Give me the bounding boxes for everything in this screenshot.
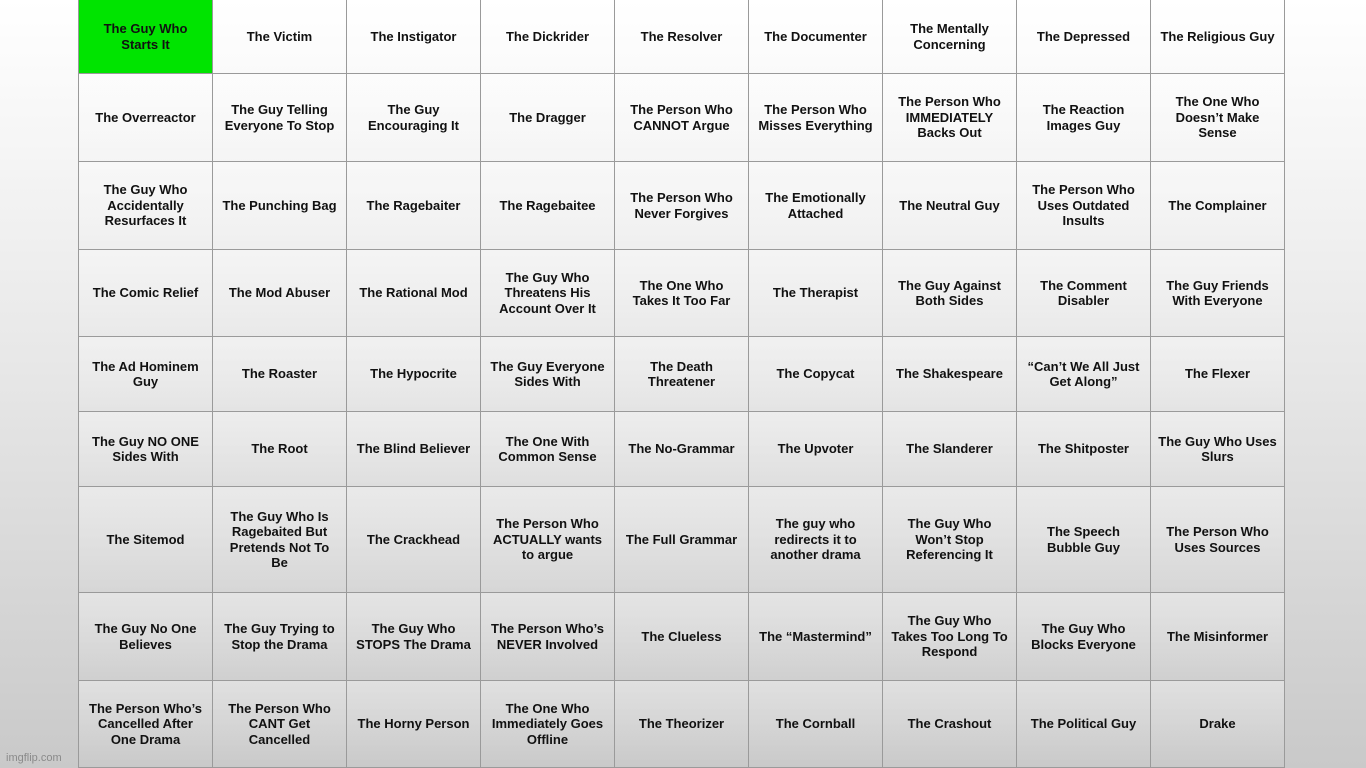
grid-cell-label: The Neutral Guy: [899, 197, 1000, 213]
grid-cell-r1-c3: [347, 0, 481, 74]
grid-cell-r2-c1: [79, 74, 213, 162]
grid-cell-r5-c7: [883, 337, 1017, 412]
grid-cell-r1-c7: [883, 0, 1017, 74]
grid-cell-label: The Hypocrite: [370, 366, 457, 382]
grid-cell-r6-c8: [1017, 412, 1151, 487]
grid-cell-r3-c3: [347, 162, 481, 250]
grid-cell-label: The Person Who ACTUALLY wants to argue: [492, 516, 603, 563]
grid-cell-label: The Political Guy: [1030, 716, 1137, 732]
grid-cell-label: The Guy Against Both Sides: [898, 277, 1001, 308]
grid-cell-label: The Sitemod: [106, 531, 185, 547]
grid-cell-r5-c2: [213, 337, 347, 412]
grid-cell-r7-c3: [347, 487, 481, 593]
grid-cell-label: The No-Grammar: [628, 441, 735, 457]
grid-cell-label: The Guy Trying to Stop the Drama: [224, 621, 335, 652]
grid-cell-label: The Comment Disabler: [1040, 277, 1127, 308]
grid-cell-r8-c8: [1017, 593, 1151, 681]
grid-cell-label: The Guy Who STOPS The Drama: [356, 621, 471, 652]
grid-cell-label: The Roaster: [241, 366, 318, 382]
grid-cell-r5-c9: [1151, 337, 1285, 412]
grid-cell-r5-c3: [347, 337, 481, 412]
grid-cell-r9-c1: [79, 681, 213, 768]
grid-cell-label: The Mod Abuser: [228, 285, 331, 301]
grid-cell-label: The One Who Takes It Too Far: [632, 277, 731, 308]
grid-cell-r5-c8: [1017, 337, 1151, 412]
grid-cell-r7-c8: [1017, 487, 1151, 593]
grid-cell-label: The Theorizer: [638, 716, 725, 732]
grid-cell-label: The One Who Doesn’t Make Sense: [1175, 94, 1260, 141]
grid-cell-label: The Dickrider: [505, 28, 590, 44]
grid-cell-label: The Shakespeare: [896, 366, 1003, 382]
grid-cell-r3-c9: [1151, 162, 1285, 250]
grid-cell-label: The Person Who CANT Get Cancelled: [228, 700, 331, 747]
grid-cell-label: The Person Who’s NEVER Involved: [491, 621, 604, 652]
grid-cell-r1-c9: [1151, 0, 1285, 74]
grid-cell-r3-c7: [883, 162, 1017, 250]
grid-cell-label: The Upvoter: [777, 441, 854, 457]
grid-cell-label: The Documenter: [764, 28, 867, 44]
grid-cell-r7-c1: [79, 487, 213, 593]
grid-cell-r6-c2: [213, 412, 347, 487]
grid-cell-label: The Crashout: [907, 716, 992, 732]
grid-cell-label: The Emotionally Attached: [765, 190, 866, 221]
grid-cell-label: The Overreactor: [95, 109, 196, 125]
grid-cell-r7-c7: [883, 487, 1017, 593]
grid-cell-r9-c9: [1151, 681, 1285, 768]
grid-cell-label: The Person Who’s Cancelled After One Drama: [89, 700, 202, 747]
imgflip-watermark: imgflip.com: [6, 752, 62, 764]
grid-cell-r4-c6: [749, 250, 883, 337]
grid-cell-label: The “Mastermind”: [759, 628, 872, 644]
grid-cell-r1-c6: [749, 0, 883, 74]
grid-cell-r6-c9: [1151, 412, 1285, 487]
grid-cell-label: The Reaction Images Guy: [1042, 102, 1125, 133]
grid-cell-label: The Instigator: [370, 28, 457, 44]
grid-cell-r2-c4: [481, 74, 615, 162]
grid-cell-label: The Guy Who Takes Too Long To Respond: [891, 613, 1008, 660]
grid-cell-r5-c4: [481, 337, 615, 412]
grid-cell-label: The Guy Everyone Sides With: [490, 358, 605, 389]
grid-cell-label: The Guy Who Threatens His Account Over It: [499, 269, 596, 316]
grid-cell-label: The Dragger: [509, 109, 586, 125]
grid-cell-r7-c6: [749, 487, 883, 593]
tier-grid: [78, 0, 1286, 768]
grid-cell-r9-c2: [213, 681, 347, 768]
grid-cell-r8-c5: [615, 593, 749, 681]
grid-cell-r1-c8: [1017, 0, 1151, 74]
grid-cell-r9-c5: [615, 681, 749, 768]
grid-cell-label: The Punching Bag: [222, 197, 337, 213]
grid-cell-label: The Resolver: [640, 28, 723, 44]
grid-cell-label: Drake: [1199, 716, 1236, 732]
grid-cell-label: The Person Who CANNOT Argue: [630, 102, 733, 133]
grid-cell-label: The Person Who IMMEDIATELY Backs Out: [898, 94, 1001, 141]
grid-cell-label: The Ad Hominem Guy: [92, 358, 199, 389]
grid-cell-label: The Cornball: [775, 716, 856, 732]
grid-cell-r4-c8: [1017, 250, 1151, 337]
grid-cell-label: The Guy Friends With Everyone: [1166, 277, 1269, 308]
grid-cell-r2-c6: [749, 74, 883, 162]
grid-cell-r3-c8: [1017, 162, 1151, 250]
grid-cell-label: The Religious Guy: [1160, 28, 1275, 44]
grid-cell-label: The Rational Mod: [359, 285, 468, 301]
grid-cell-label: The One With Common Sense: [498, 433, 597, 464]
grid-cell-r6-c3: [347, 412, 481, 487]
grid-cell-r7-c9: [1151, 487, 1285, 593]
grid-cell-r6-c1: [79, 412, 213, 487]
grid-cell-r9-c4: [481, 681, 615, 768]
grid-cell-r6-c7: [883, 412, 1017, 487]
grid-cell-r7-c5: [615, 487, 749, 593]
grid-cell-label: The Person Who Never Forgives: [630, 190, 733, 221]
grid-cell-label: The Person Who Uses Outdated Insults: [1032, 182, 1135, 229]
grid-cell-label: The Ragebaitee: [499, 197, 596, 213]
grid-cell-r6-c5: [615, 412, 749, 487]
grid-cell-r1-c1: [79, 0, 213, 74]
grid-cell-label: The Speech Bubble Guy: [1047, 524, 1120, 555]
grid-cell-r9-c6: [749, 681, 883, 768]
grid-cell-label: The Guy Telling Everyone To Stop: [224, 102, 335, 133]
grid-cell-r6-c6: [749, 412, 883, 487]
grid-cell-label: The Shitposter: [1037, 441, 1129, 457]
grid-cell-r2-c7: [883, 74, 1017, 162]
grid-cell-r9-c8: [1017, 681, 1151, 768]
grid-cell-label: The Slanderer: [906, 441, 993, 457]
grid-cell-label: The Guy NO ONE Sides With: [92, 433, 199, 464]
grid-cell-label: The Guy Who Uses Slurs: [1158, 433, 1277, 464]
grid-cell-r3-c4: [481, 162, 615, 250]
grid-cell-r8-c6: [749, 593, 883, 681]
grid-cell-label: The Therapist: [772, 285, 859, 301]
grid-cell-r8-c1: [79, 593, 213, 681]
grid-cell-r2-c3: [347, 74, 481, 162]
grid-cell-label: The Death Threatener: [647, 358, 716, 389]
grid-cell-r2-c8: [1017, 74, 1151, 162]
grid-cell-r4-c2: [213, 250, 347, 337]
grid-cell-label: The One Who Immediately Goes Offline: [491, 700, 604, 747]
grid-cell-r4-c7: [883, 250, 1017, 337]
grid-cell-r8-c7: [883, 593, 1017, 681]
grid-cell-label: The Ragebaiter: [366, 197, 461, 213]
grid-cell-r6-c4: [481, 412, 615, 487]
grid-cell-r2-c5: [615, 74, 749, 162]
grid-cell-r3-c6: [749, 162, 883, 250]
grid-cell-r1-c4: [481, 0, 615, 74]
grid-cell-r1-c2: [213, 0, 347, 74]
grid-cell-r9-c3: [347, 681, 481, 768]
grid-cell-label: The Misinformer: [1166, 628, 1269, 644]
grid-cell-label: The Guy Who Won’t Stop Referencing It: [906, 516, 993, 563]
grid-cell-label: The Guy Who Blocks Everyone: [1031, 621, 1136, 652]
grid-cell-r2-c9: [1151, 74, 1285, 162]
grid-cell-label: The Blind Believer: [356, 441, 471, 457]
grid-cell-label: The Full Grammar: [625, 531, 738, 547]
grid-cell-label: The Depressed: [1036, 28, 1131, 44]
grid-cell-r4-c9: [1151, 250, 1285, 337]
grid-cell-label: The Person Who Uses Sources: [1166, 524, 1269, 555]
grid-cell-label: The Root: [251, 441, 308, 457]
grid-cell-r4-c3: [347, 250, 481, 337]
grid-cell-label: The Complainer: [1168, 197, 1267, 213]
grid-cell-r1-c5: [615, 0, 749, 74]
grid-cell-r3-c5: [615, 162, 749, 250]
grid-cell-label: The Person Who Misses Everything: [758, 102, 873, 133]
grid-cell-label: The Copycat: [776, 366, 855, 382]
grid-cell-r3-c2: [213, 162, 347, 250]
grid-cell-r4-c5: [615, 250, 749, 337]
grid-cell-r8-c3: [347, 593, 481, 681]
grid-cell-label: The Guy Who Is Ragebaited But Pretends Not To Be: [229, 508, 330, 570]
grid-cell-label: The Crackhead: [366, 531, 461, 547]
grid-cell-r5-c5: [615, 337, 749, 412]
grid-cell-label: The Guy Who Accidentally Resurfaces It: [103, 182, 188, 229]
grid-cell-r5-c1: [79, 337, 213, 412]
grid-cell-label: The Horny Person: [357, 716, 470, 732]
grid-cell-label: The guy who redirects it to another drama: [770, 516, 861, 563]
grid-cell-label: The Clueless: [641, 628, 722, 644]
grid-cell-label: The Guy Who Starts It: [103, 21, 188, 52]
grid-cell-r8-c9: [1151, 593, 1285, 681]
grid-cell-r3-c1: [79, 162, 213, 250]
grid-cell-r4-c4: [481, 250, 615, 337]
grid-cell-r9-c7: [883, 681, 1017, 768]
grid-cell-r8-c2: [213, 593, 347, 681]
grid-cell-label: “Can’t We All Just Get Along”: [1027, 358, 1140, 389]
grid-cell-r7-c4: [481, 487, 615, 593]
grid-cell-label: The Mentally Concerning: [910, 21, 989, 52]
grid-cell-r4-c1: [79, 250, 213, 337]
grid-cell-label: The Guy No One Believes: [94, 621, 197, 652]
grid-cell-r5-c6: [749, 337, 883, 412]
grid-cell-r8-c4: [481, 593, 615, 681]
grid-cell-label: The Comic Relief: [92, 285, 199, 301]
grid-cell-r7-c2: [213, 487, 347, 593]
grid-cell-label: The Victim: [246, 28, 313, 44]
grid-cell-label: The Flexer: [1184, 366, 1251, 382]
grid-cell-label: The Guy Encouraging It: [368, 102, 459, 133]
grid-cell-r2-c2: [213, 74, 347, 162]
